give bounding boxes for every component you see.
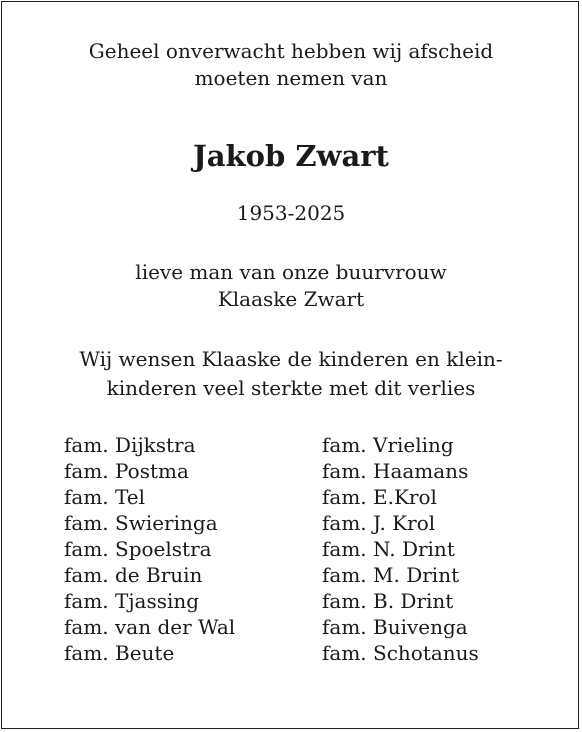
family-name: fam. Spoelstra xyxy=(64,537,212,561)
family-name: fam. Dijkstra xyxy=(64,433,196,457)
intro-text xyxy=(0,38,582,92)
family-name: fam. Tel xyxy=(64,485,146,509)
relation-line: lieve man van onze buurvrouw xyxy=(135,260,447,284)
families-left-column xyxy=(64,432,235,666)
family-name: fam. Schotanus xyxy=(322,641,479,665)
intro-line: Geheel onverwacht hebben wij afscheid xyxy=(88,39,494,63)
family-name: fam. van der Wal xyxy=(64,615,236,639)
family-name: fam. Beute xyxy=(64,641,175,665)
family-name: fam. J. Krol xyxy=(322,511,436,535)
intro-line: moeten nemen van xyxy=(194,66,388,90)
condolence-line: kinderen veel sterkte met dit verlies xyxy=(106,376,476,400)
family-name: fam. Haamans xyxy=(322,459,469,483)
family-name: fam. N. Drint xyxy=(322,537,455,561)
life-years: 1953-2025 xyxy=(236,201,346,225)
family-name: fam. Vrieling xyxy=(322,433,454,457)
family-name: fam. Buivenga xyxy=(322,615,468,639)
condolence-text xyxy=(0,345,582,403)
family-name: fam. Tjassing xyxy=(64,589,200,613)
relation-line: Klaaske Zwart xyxy=(217,287,365,311)
condolence-line: Wij wensen Klaaske de kinderen en klein- xyxy=(79,347,503,371)
families-right-column xyxy=(322,432,479,666)
family-name: fam. Postma xyxy=(64,459,189,483)
family-name: fam. M. Drint xyxy=(322,563,460,587)
family-name: fam. de Bruin xyxy=(64,563,203,587)
family-name: fam. B. Drint xyxy=(322,589,454,613)
family-name: fam. Swieringa xyxy=(64,511,218,535)
family-name: fam. E.Krol xyxy=(322,485,437,509)
relation-text xyxy=(0,259,582,313)
deceased-name: Jakob Zwart xyxy=(193,139,389,173)
